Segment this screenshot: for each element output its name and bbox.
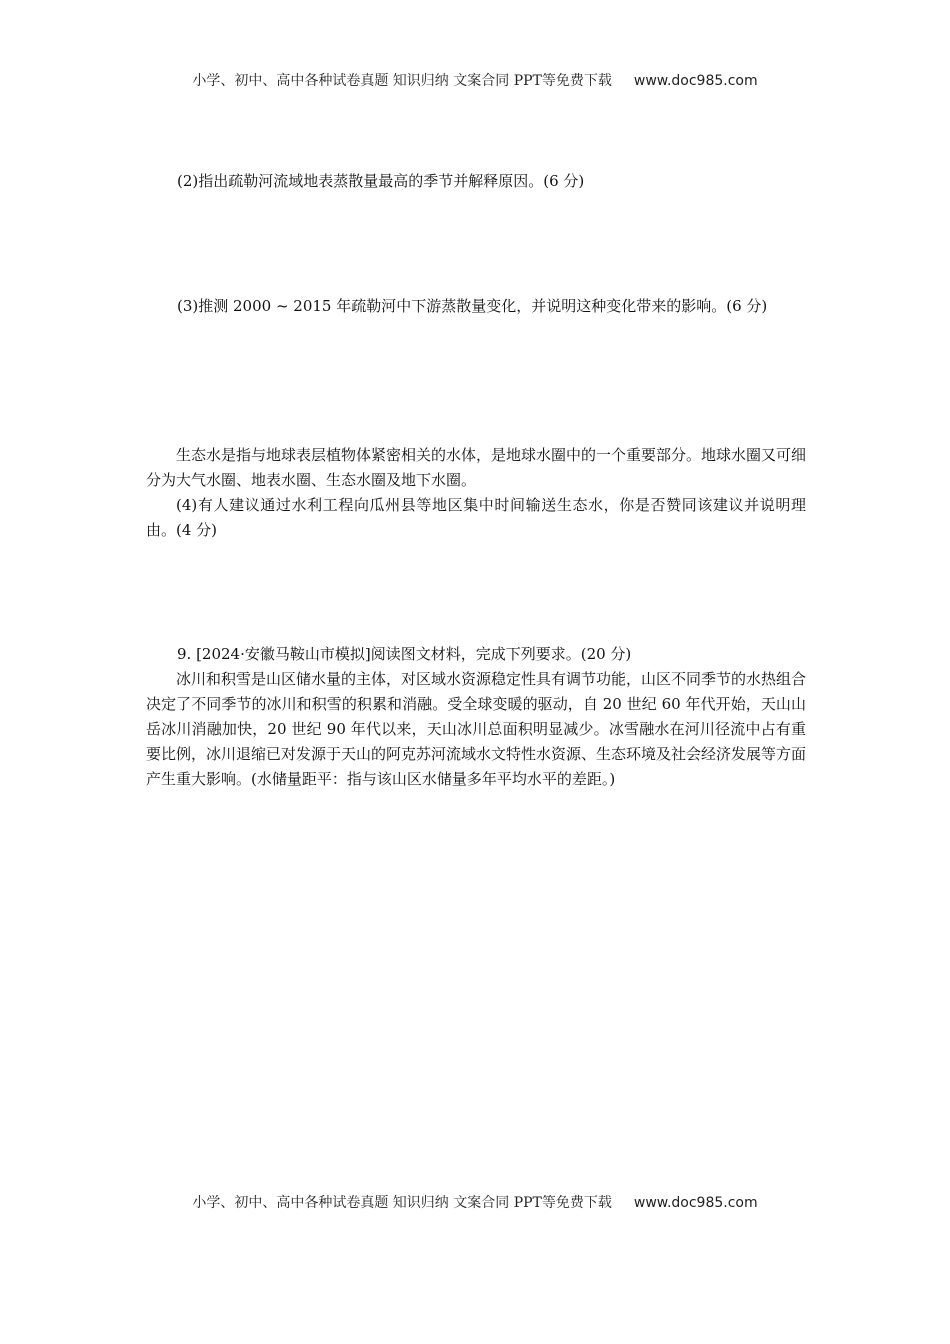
question-9-material: 冰川和积雪是山区储水量的主体，对区域水资源稳定性具有调节功能，山区不同季节的水热组合决定了不同季节的冰川和积雪的积累和消融。受全球变暖的驱动，自 20 世纪 60 年代开始，天山山岳冰川消融加快，20 世纪 90 年代以来，天山冰川总面积明显减少。冰雪融水在河川径流中占有重要比例，冰川退缩已对发源于天山的阿克苏河流域水文特性水资源、生态环境及社会经济发展等方面产生重大影响。(水储量距平：指与该山区水储量多年平均水平的差距。) [146, 670, 807, 788]
footer-url[interactable]: www.doc985.com [633, 1195, 758, 1211]
header-text: 小学、初中、高中各种试卷真题 知识归纳 文案合同 PPT等免费下载 [192, 73, 612, 89]
question-2: (2)指出疏勒河流域地表蒸散量最高的季节并解释原因。(6 分) [177, 172, 585, 190]
ecological-water-intro: 生态水是指与地球表层植物体紧密相关的水体，是地球水圈中的一个重要部分。地球水圈又可细分为大气水圈、地表水圈、生态水圈及地下水圈。 [146, 446, 807, 489]
header-url[interactable]: www.doc985.com [633, 73, 758, 89]
question-9-title: 9. [2024·安徽马鞍山市模拟]阅读图文材料，完成下列要求。(20 分) [177, 645, 632, 663]
question-4: (4)有人建议通过水利工程向瓜州县等地区集中时间输送生态水，你是否赞同该建议并说明理由。(4 分) [146, 496, 806, 539]
question-3: (3)推测 2000 ~ 2015 年疏勒河中下游蒸散量变化，并说明这种变化带来的影响。(6 分) [177, 297, 768, 315]
page-header [0, 70, 950, 90]
footer-text: 小学、初中、高中各种试卷真题 知识归纳 文案合同 PPT等免费下载 [192, 1195, 612, 1211]
page-footer [0, 1192, 950, 1212]
